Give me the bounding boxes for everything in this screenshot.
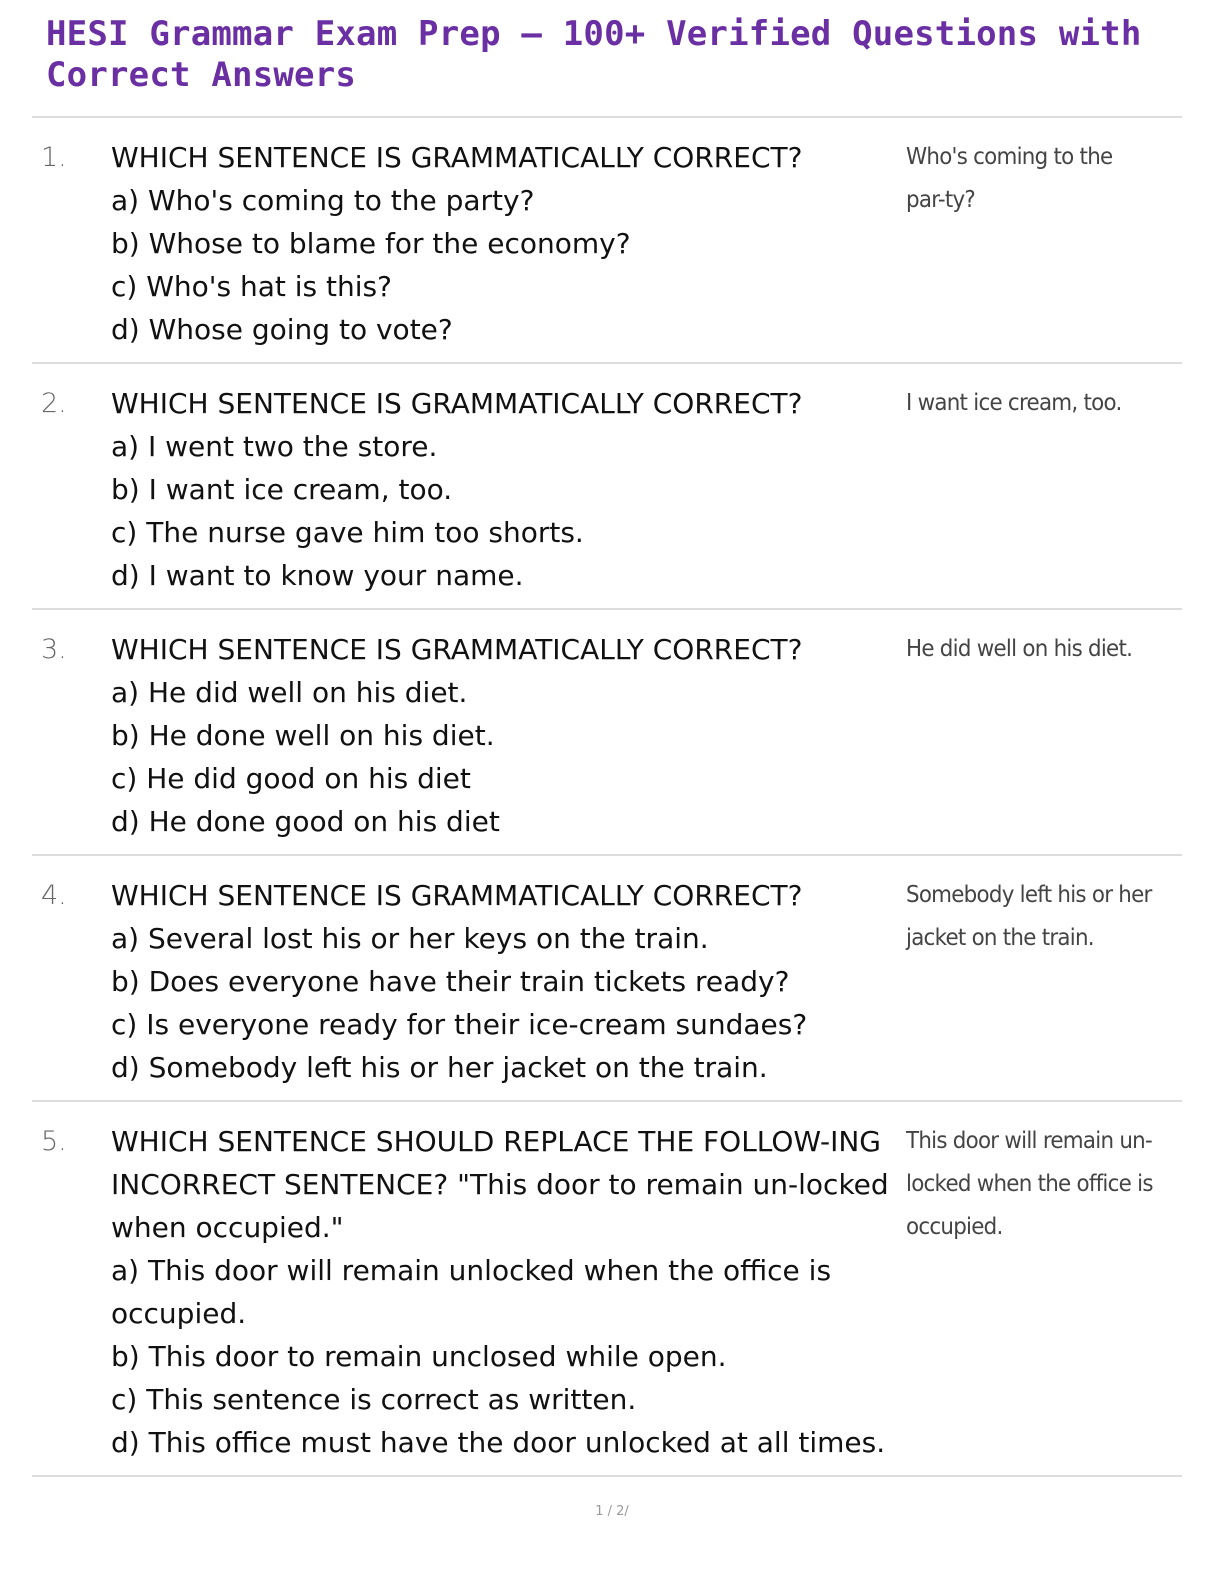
- question-text: WHICH SENTENCE IS GRAMMATICALLY CORRECT?: [111, 387, 803, 420]
- option-d: d) He done good on his diet: [111, 805, 500, 838]
- question-number: 3.: [41, 634, 67, 665]
- question-number: 2.: [41, 388, 67, 419]
- option-c: c) He did good on his diet: [111, 762, 471, 795]
- correct-answer: This door will remain un-locked when the office is occupied.: [906, 1128, 1153, 1240]
- question-card-3: [32, 608, 1182, 854]
- option-b: b) I want ice cream, too.: [111, 473, 453, 506]
- question-card-4: [32, 854, 1182, 1100]
- option-d: d) This office must have the door unlocked at all times.: [111, 1426, 886, 1459]
- question-text: WHICH SENTENCE IS GRAMMATICALLY CORRECT?: [111, 633, 803, 666]
- option-b: b) Whose to blame for the economy?: [111, 227, 631, 260]
- question-body: [111, 628, 901, 843]
- question-text: WHICH SENTENCE IS GRAMMATICALLY CORRECT?: [111, 141, 803, 174]
- question-body: [111, 874, 901, 1089]
- option-d: d) Somebody left his or her jacket on the train.: [111, 1051, 768, 1084]
- page-number: 1 / 2/: [595, 1504, 629, 1519]
- question-body: [111, 136, 901, 351]
- option-a: a) Who's coming to the party?: [111, 184, 535, 217]
- correct-answer: Somebody left his or her jacket on the train.: [906, 882, 1152, 951]
- option-a: a) This door will remain unlocked when the office is occupied.: [111, 1254, 832, 1330]
- document-title: HESI Grammar Exam Prep – 100+ Verified Questions with Correct Answers: [46, 14, 1142, 95]
- option-d: d) I want to know your name.: [111, 559, 524, 592]
- option-c: c) This sentence is correct as written.: [111, 1383, 637, 1416]
- option-a: a) He did well on his diet.: [111, 676, 468, 709]
- question-number: 5.: [41, 1126, 67, 1157]
- option-c: c) Is everyone ready for their ice-cream sundaes?: [111, 1008, 808, 1041]
- question-text: WHICH SENTENCE IS GRAMMATICALLY CORRECT?: [111, 879, 803, 912]
- question-number: 1.: [41, 142, 67, 173]
- question-card-2: [32, 362, 1182, 608]
- option-a: a) Several lost his or her keys on the train.: [111, 922, 709, 955]
- correct-answer: Who's coming to the par-ty?: [906, 144, 1113, 213]
- question-card-1: [32, 116, 1182, 362]
- option-b: b) This door to remain unclosed while open.: [111, 1340, 727, 1373]
- option-d: d) Whose going to vote?: [111, 313, 453, 346]
- correct-answer: He did well on his diet.: [906, 636, 1133, 662]
- question-body: [111, 382, 901, 597]
- question-body: [111, 1120, 901, 1464]
- option-c: c) The nurse gave him too shorts.: [111, 516, 584, 549]
- question-card-5: [32, 1100, 1182, 1476]
- correct-answer: I want ice cream, too.: [906, 390, 1122, 416]
- option-b: b) He done well on his diet.: [111, 719, 495, 752]
- option-c: c) Who's hat is this?: [111, 270, 392, 303]
- bottom-divider: [32, 1475, 1182, 1477]
- option-a: a) I went two the store.: [111, 430, 438, 463]
- question-number: 4.: [41, 880, 67, 911]
- option-b: b) Does everyone have their train tickets ready?: [111, 965, 790, 998]
- question-text: WHICH SENTENCE SHOULD REPLACE THE FOLLOW-ING INCORRECT SENTENCE? "This door to remain un-locked when occupied.": [111, 1125, 889, 1244]
